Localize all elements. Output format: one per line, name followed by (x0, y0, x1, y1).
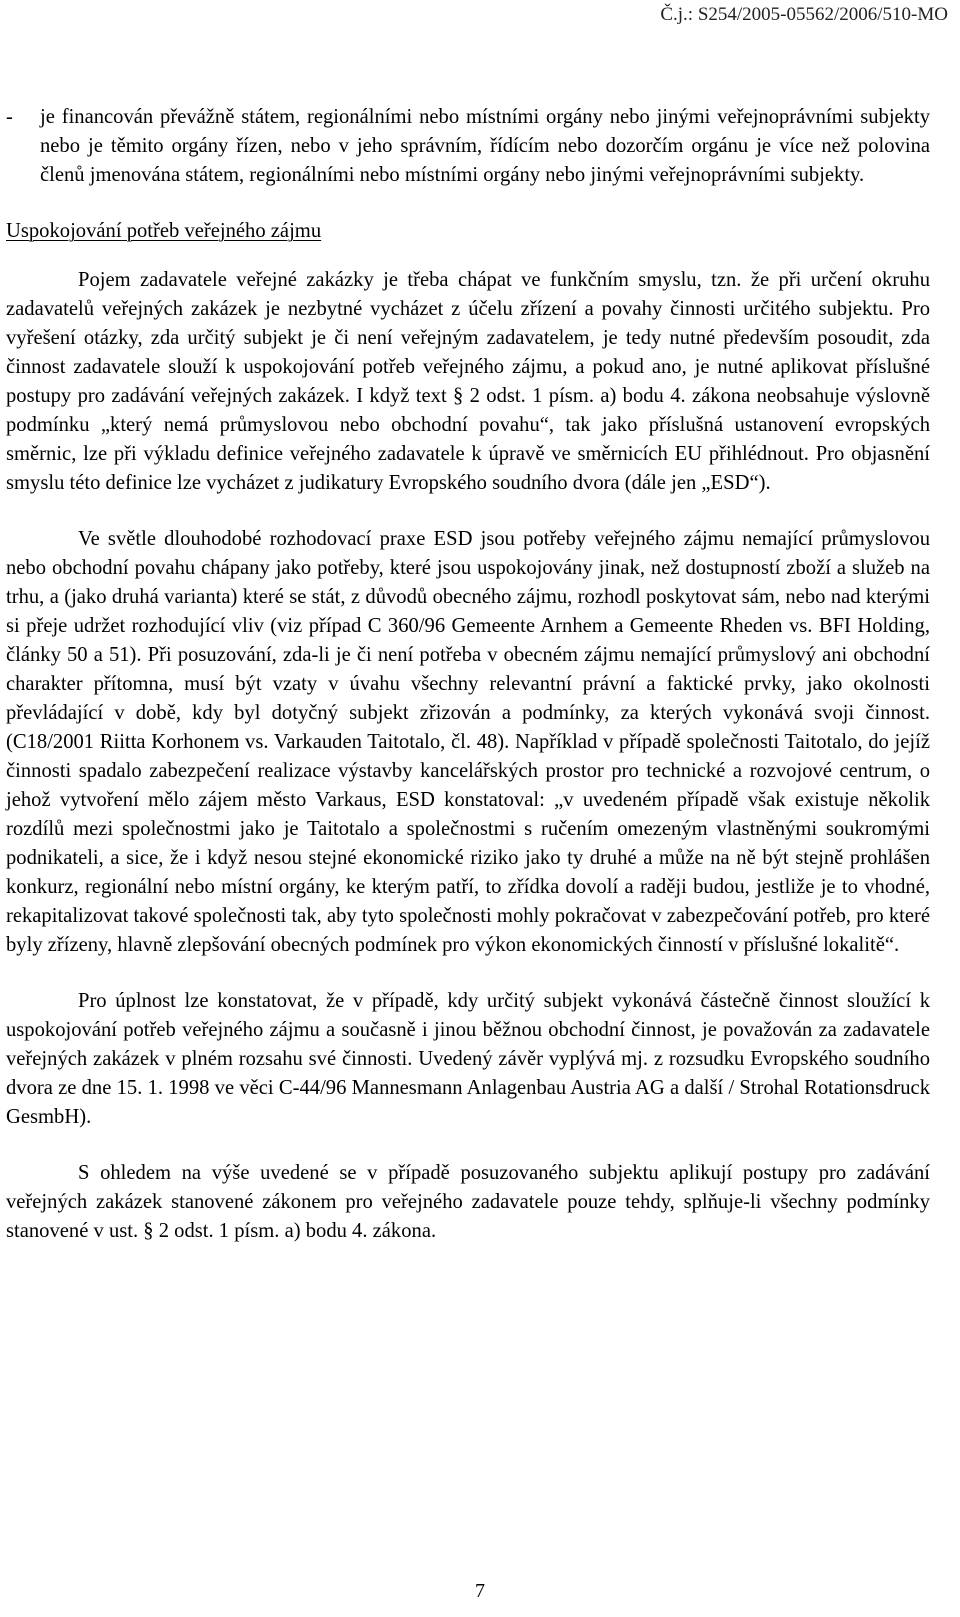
bullet-item (6, 103, 930, 190)
section-heading: Uspokojování potřeb veřejného zájmu (6, 220, 322, 242)
bullet-dash: - (6, 106, 13, 128)
paragraph-1: Pojem zadavatele veřejné zakázky je třeba chápat ve funkčním smyslu, tzn. že při určení okruhu zadavatelů veřejných zakázek je nezbytné vycházet z účelu zřízení a povahy činnosti určitého subjektu. Pro vyřešení otázky, zda určitý subjekt je či není veřejným zadavatelem, je tedy nutné především posoudit, zda činnost zadavatele slouží k uspokojování potřeb veřejného zájmu, a pokud ano, je nutné aplikovat příslušné postupy pro zadávání veřejných zakázek. I když text § 2 odst. 1 písm. a) bodu 4. zákona neobsahuje výslovně podmínku „který nemá průmyslovou nebo obchodní povahu“, tak jako příslušná ustanovení evropských směrnic, lze při výkladu definice veřejného zadavatele k úpravě ve směrnicích EU přihlédnout. Pro objasnění smyslu této definice lze vycházet z judikatury Evropského soudního dvora (dále jen „ESD“). (6, 269, 930, 494)
document-body (6, 103, 930, 1246)
paragraph-4: S ohledem na výše uvedené se v případě posuzovaného subjektu aplikují postupy pro zadávání veřejných zakázek stanovené zákonem pro veřejného zadavatele pouze tehdy, splňuje-li všechny podmínky stanovené v ust. § 2 odst. 1 písm. a) bodu 4. zákona. (6, 1162, 930, 1242)
document-reference: Č.j.: S254/2005-05562/2006/510-MO (660, 4, 948, 25)
page-number: 7 (475, 1580, 485, 1602)
paragraph-2: Ve světle dlouhodobé rozhodovací praxe ESD jsou potřeby veřejného zájmu nemající průmyslovou nebo obchodní povahu chápany jako potřeby, které jsou uspokojovány jinak, než dostupností zboží a služeb na trhu, a (jako druhá varianta) které se stát, z důvodů obecného zájmu, rozhodl poskytovat sám, nebo nad kterými si přeje udržet rozhodující vliv (viz případ C 360/96 Gemeente Arnhem a Gemeente Rheden vs. BFI Holding, články 50 a 51). Při posuzování, zda-li je či není potřeba v obecném zájmu nemající průmyslový ani obchodní charakter přítomna, musí být vzaty v úvahu všechny relevantní právní a faktické prvky, jako okolnosti převládající v době, kdy byl dotyčný subjekt zřizován a podmínky, za kterých vykonává svoji činnost. (C18/2001 Riitta Korhonem vs. Varkauden Taitotalo, čl. 48). Například v případě společnosti Taitotalo, do jejíž činnosti spadalo zabezpečení realizace výstavby kancelářských prostor pro technické a rozvojové centrum, o jehož vytvoření mělo zájem město Varkaus, ESD konstatoval: „v uvedeném případě však existuje několik rozdílů mezi společnostmi jako je Taitotalo a společnostmi s ručením omezeným vlastněnými soukromými podnikateli, a sice, že i když nesou stejné ekonomické riziko jako ty druhé a může na ně být stejně prohlášen konkurz, regionální nebo místní orgány, ke kterým patří, to zřídka dovolí a raději budou, jestliže je to vhodné, rekapitalizovat takové společnosti tak, aby tyto společnosti mohly pokračovat v zabezpečování potřeb, pro které byly zřízeny, hlavně zlepšování obecných podmínek pro výkon ekonomických činností v příslušné lokalitě“. (6, 528, 930, 956)
paragraph-3: Pro úplnost lze konstatovat, že v případě, kdy určitý subjekt vykonává částečně činnost sloužící k uspokojování potřeb veřejného zájmu a současně i jinou běžnou obchodní činnost, je považován za zadavatele veřejných zakázek v plném rozsahu své činnosti. Uvedený závěr vyplývá mj. z rozsudku Evropského soudního dvora ze dne 15. 1. 1998 ve věci C-44/96 Mannesmann Anlagenbau Austria AG a další / Strohal Rotationsdruck GesmbH). (6, 990, 930, 1128)
bullet-text: je financován převážně státem, regionálními nebo místními orgány nebo jinými veřejnoprávními subjekty nebo je těmito orgány řízen, nebo v jeho správním, řídícím nebo dozorčím orgánu je více než polovina členů jmenována státem, regionálními nebo místními orgány nebo jinými veřejnoprávními subjekty. (40, 106, 930, 186)
